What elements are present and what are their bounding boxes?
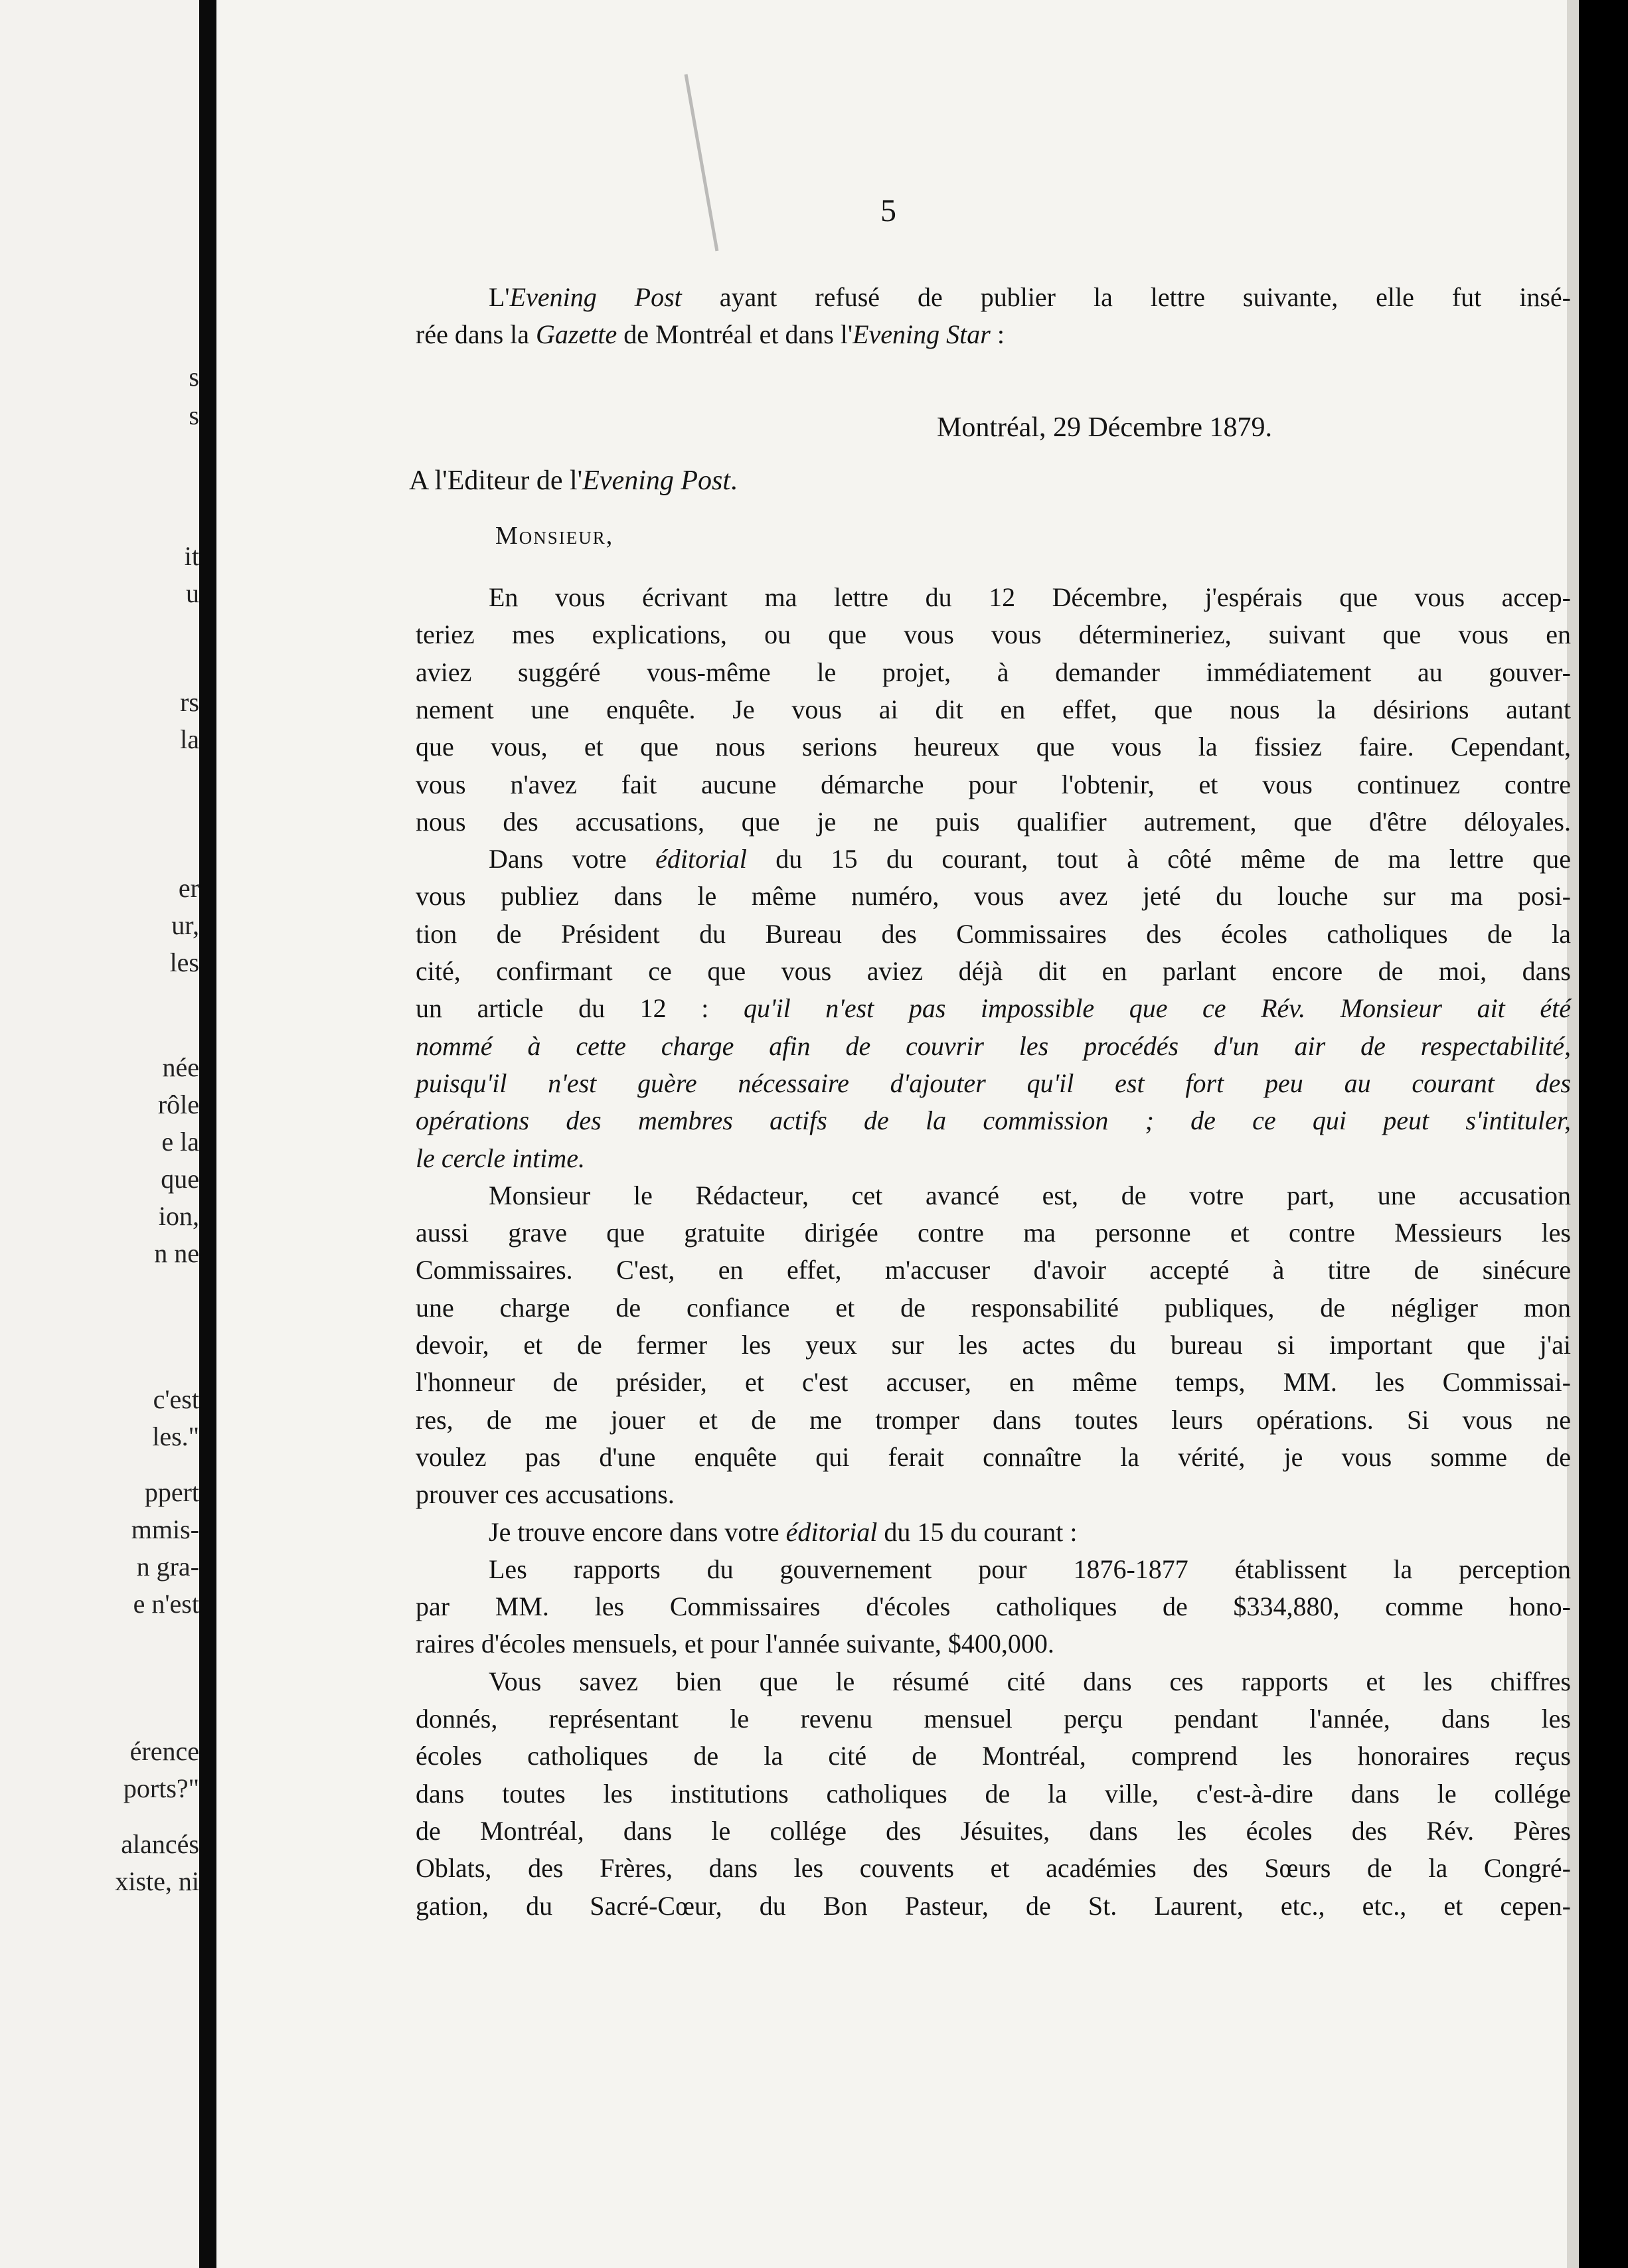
body-line: donnés, représentant le revenu mensuel perçu pendant l'année, dans les [416,1704,1571,1734]
body-line: Dans votre éditorial du 15 du courant, tout à côté même de ma lettre que [489,844,1571,874]
body-line: voulez pas d'une enquête qui ferait connaître la vérité, je vous somme de [416,1441,1571,1472]
left-page-text-fragment: alancés [121,1829,199,1859]
left-page-text-fragment: née [162,1052,199,1082]
left-page-text-fragment: it [184,541,199,571]
left-page-text-fragment: ppert [144,1477,199,1507]
body-line: de Montréal, dans le collége des Jésuites, dans les écoles des Rév. Pères [416,1815,1571,1846]
left-page-text-fragment: rs [180,687,199,717]
body-line: aviez suggéré vous-même le projet, à demander immédiatement au gouver- [416,657,1571,687]
left-page-text-fragment: n ne [154,1238,199,1268]
left-page-text-fragment: rôle [157,1090,199,1119]
body-line: que vous, et que nous serions heureux que vous la fissiez faire. Cependant, [416,732,1571,762]
book-gutter [199,0,216,2268]
addressee: A l'Editeur de l'Evening Post. [409,465,738,496]
body-line: res, de me jouer et de me tromper dans toutes leurs opérations. Si vous ne [416,1404,1571,1435]
left-page-text-fragment: mmis- [131,1514,199,1544]
left-page-text-fragment: e n'est [133,1589,199,1619]
left-page-text-fragment: ports?" [123,1773,199,1803]
body-line: En vous écrivant ma lettre du 12 Décembre, j'espérais que vous accep- [489,582,1571,612]
body-line: écoles catholiques de la cité de Montréal, comprend les honoraires reçus [416,1741,1571,1771]
left-page-text-fragment: érence [129,1736,199,1766]
body-line: nommé à cette charge afin de couvrir les procédés d'un air de respectabilité, [416,1030,1571,1061]
right-page [216,0,1579,2268]
paper-crease [685,74,719,252]
body-line: aussi grave que gratuite dirigée contre ma personne et contre Messieurs les [416,1218,1571,1248]
body-line: dans toutes les institutions catholiques de la ville, c'est-à-dire dans le collége [416,1778,1571,1809]
body-line: Je trouve encore dans votre éditorial du 15 du courant : [489,1516,1078,1547]
body-line: raires d'écoles mensuels, et pour l'année suivante, $400,000. [416,1629,1054,1659]
body-line: Les rapports du gouvernement pour 1876-1877 établissent la perception [489,1554,1571,1584]
body-line: opérations des membres actifs de la commission ; de ce qui peut s'intituler, [416,1105,1571,1136]
body-line: cité, confirmant ce que vous aviez déjà dit en parlant encore de moi, dans [416,956,1571,986]
intro-line: rée dans la Gazette de Montréal et dans l'Evening Star : [416,319,1005,349]
body-line: l'honneur de présider, et c'est accuser, en même temps, MM. les Commissai- [416,1367,1571,1398]
left-page-text-fragment: ur, [171,910,199,940]
body-line: nous des accusations, que je ne puis qualifier autrement, que d'être déloyales. [416,806,1571,837]
dateline: Montréal, 29 Décembre 1879. [937,412,1273,443]
body-line: teriez mes explications, ou que vous vous détermineriez, suivant que vous en [416,619,1571,650]
left-page-text-fragment: ion, [158,1201,199,1231]
left-page-text-fragment: que [161,1164,199,1194]
body-line: Vous savez bien que le résumé cité dans ces rapports et les chiffres [489,1666,1571,1696]
page-number: 5 [880,193,896,228]
left-page-text-fragment: s [189,362,199,392]
body-line: Oblats, des Frères, dans les couvents et académies des Sœurs de la Congré- [416,1853,1571,1884]
left-page-text-fragment: er [178,873,199,903]
body-line: un article du 12 : qu'il n'est pas impossible que ce Rév. Monsieur ait été [416,993,1571,1024]
body-line: par MM. les Commissaires d'écoles catholiques de $334,880, comme hono- [416,1591,1571,1622]
left-page-text-fragment: s [189,400,199,430]
body-line: puisqu'il n'est guère nécessaire d'ajouter qu'il est fort peu au courant des [416,1068,1571,1098]
left-page-text-fragment: u [186,578,199,608]
left-page-text-fragment: c'est [153,1384,199,1414]
left-page-text-fragment: n gra- [136,1552,199,1581]
left-page-text-fragment: la [180,724,199,754]
salutation: Monsieur, [495,522,614,550]
body-line: prouver ces accusations. [416,1479,675,1510]
left-page-fragment [0,0,199,2268]
body-line: le cercle intime. [416,1143,586,1173]
body-line: vous publiez dans le même numéro, vous avez jeté du louche sur ma posi- [416,881,1571,912]
left-page-text-fragment: e la [161,1127,199,1157]
left-page-text-fragment: les." [152,1421,199,1451]
intro-line: L'Evening Post ayant refusé de publier la lettre suivante, elle fut insé- [489,282,1572,312]
body-line: gation, du Sacré-Cœur, du Bon Pasteur, de St. Laurent, etc., etc., et cepen- [416,1890,1571,1921]
body-line: tion de Président du Bureau des Commissaires des écoles catholiques de la [416,918,1571,949]
body-line: vous n'avez fait aucune démarche pour l'obtenir, et vous continuez contre [416,769,1571,799]
body-line: devoir, et de fermer les yeux sur les actes du bureau si important que j'ai [416,1330,1571,1360]
left-page-text-fragment: les [169,947,199,977]
body-line: Monsieur le Rédacteur, cet avancé est, de votre part, une accusation [489,1180,1571,1210]
body-line: Commissaires. C'est, en effet, m'accuser d'avoir accepté à titre de sinécure [416,1255,1571,1285]
body-line: une charge de confiance et de responsabilité publiques, de négliger mon [416,1292,1571,1323]
left-page-text-fragment: xiste, ni [115,1866,199,1896]
body-line: nement une enquête. Je vous ai dit en effet, que nous la désirions autant [416,694,1571,724]
